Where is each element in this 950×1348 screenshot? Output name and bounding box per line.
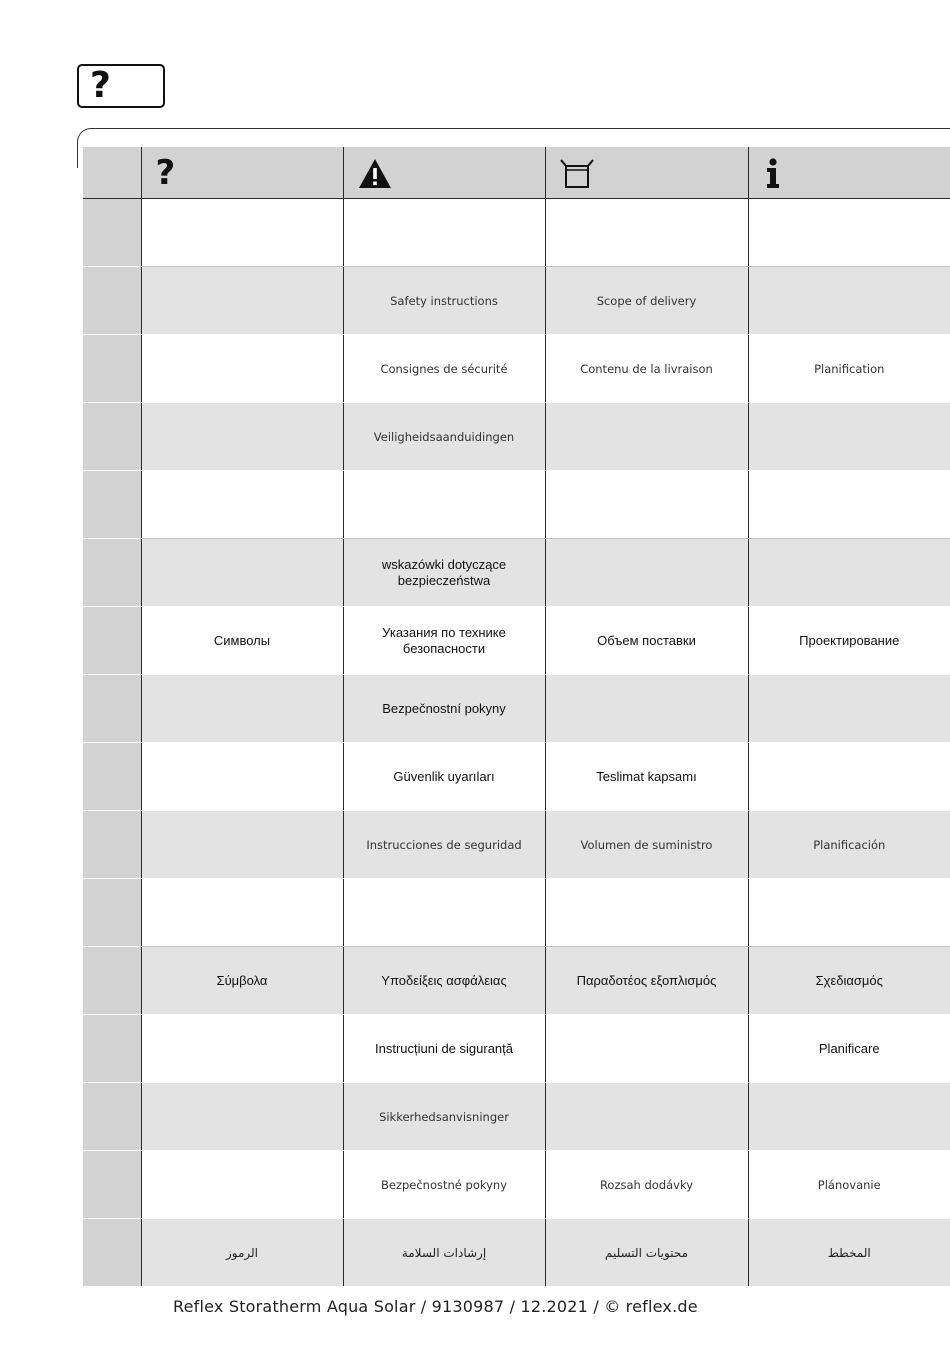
table-cell-c3 (545, 879, 748, 947)
table-cell-c2 (343, 879, 545, 947)
table-cell-c2 (343, 471, 545, 539)
question-mark-icon: ? (90, 65, 111, 106)
table-cell-c4 (748, 743, 950, 811)
table-cell-c1 (141, 335, 343, 403)
table-cell-c3 (545, 1015, 748, 1083)
table-row (83, 403, 950, 471)
table-row (83, 947, 950, 1015)
cell-text: Символы (213, 632, 271, 648)
table-cell-c4 (748, 1151, 950, 1219)
row-lang-cell (83, 879, 141, 947)
table-cell-c4 (748, 539, 950, 607)
cell-text: Plánovanie (817, 1177, 881, 1192)
table-row (83, 471, 950, 539)
cell-text: Planification (814, 361, 885, 376)
table-cell-c1 (141, 1015, 343, 1083)
row-lang-cell (83, 471, 141, 539)
table-cell-c2 (343, 675, 545, 743)
cell-text: محتويات التسليم (605, 1245, 688, 1260)
table-cell-c3 (545, 1151, 748, 1219)
row-lang-cell (83, 1083, 141, 1151)
warning-triangle-icon (358, 157, 392, 189)
row-lang-cell (83, 403, 141, 471)
cell-text: Bezpečnostné pokyny (380, 1177, 508, 1192)
table-row (83, 607, 950, 675)
table-cell-c1 (141, 1219, 343, 1287)
table-cell-c2 (343, 267, 545, 335)
table-row (83, 743, 950, 811)
table-cell-c4 (748, 811, 950, 879)
cell-text: Contenu de la livraison (580, 361, 713, 376)
table-cell-c4 (748, 1219, 950, 1287)
cell-text: Instrucțiuni de siguranță (374, 1040, 514, 1056)
question-mark-icon: ? (155, 152, 176, 193)
cell-text: Υποδείξεις ασφάλειας (381, 972, 507, 988)
cell-text: Rozsah dodávky (599, 1177, 694, 1192)
cell-text: Safety instructions (390, 293, 498, 308)
cell-text: Planificare (818, 1040, 880, 1056)
row-lang-cell (83, 1015, 141, 1083)
cell-text: Проектирование (799, 632, 900, 648)
table-row (83, 199, 950, 267)
table-cell-c2 (343, 811, 545, 879)
table-row (83, 1015, 950, 1083)
table-cell-c4 (748, 335, 950, 403)
table-cell-c1 (141, 267, 343, 335)
row-lang-cell (83, 335, 141, 403)
box-icon (560, 157, 594, 189)
table-cell-c1 (141, 539, 343, 607)
table-cell-c3 (545, 199, 748, 267)
table-row (83, 267, 950, 335)
row-lang-cell (83, 539, 141, 607)
table-cell-c4 (748, 675, 950, 743)
cell-text: Bezpečnostní pokyny (382, 700, 506, 716)
table-cell-c3 (545, 811, 748, 879)
cell-text: Teslimat kapsamı (596, 768, 697, 784)
table-cell-c1 (141, 1083, 343, 1151)
table-cell-c3 (545, 743, 748, 811)
table-cell-c4 (748, 471, 950, 539)
table-cell-c3 (545, 471, 748, 539)
table-cell-c3 (545, 947, 748, 1015)
table-row (83, 675, 950, 743)
cell-text: الرموز (225, 1245, 259, 1260)
table-cell-c1 (141, 879, 343, 947)
translation-table (83, 147, 950, 1287)
row-lang-cell (83, 267, 141, 335)
table-cell-c2 (343, 539, 545, 607)
row-lang-cell (83, 1151, 141, 1219)
row-lang-cell (83, 743, 141, 811)
table-cell-c2 (343, 743, 545, 811)
table-row (83, 811, 950, 879)
table-cell-c3 (545, 335, 748, 403)
table-cell-c2 (343, 1015, 545, 1083)
row-lang-cell (83, 947, 141, 1015)
table-cell-c2 (343, 607, 545, 675)
cell-text: Scope of delivery (596, 293, 697, 308)
table-row (83, 879, 950, 947)
table-cell-c1 (141, 947, 343, 1015)
table-cell-c2 (343, 335, 545, 403)
table-row (83, 335, 950, 403)
table-row (83, 1219, 950, 1287)
table-cell-c1 (141, 743, 343, 811)
cell-text: Объем поставки (597, 632, 696, 648)
cell-text: Volumen de suministro (580, 837, 713, 852)
info-icon (763, 157, 783, 189)
table-row (83, 1151, 950, 1219)
cell-text: Güvenlik uyarıları (393, 768, 495, 784)
table-cell-c4 (748, 947, 950, 1015)
header-safety-cell (343, 147, 545, 199)
table-cell-c4 (748, 267, 950, 335)
table-row (83, 539, 950, 607)
cell-text: Sikkerhedsanvisninger (379, 1109, 509, 1124)
table-cell-c2 (343, 1083, 545, 1151)
table-cell-c4 (748, 1083, 950, 1151)
cell-text: Παραδοτέος εξοπλισμός (576, 972, 717, 988)
table-cell-c1 (141, 1151, 343, 1219)
table-cell-c2 (343, 947, 545, 1015)
section-question-box (77, 64, 165, 108)
table-cell-c2 (343, 1219, 545, 1287)
table-cell-c3 (545, 1083, 748, 1151)
row-lang-cell (83, 607, 141, 675)
table-row (83, 1083, 950, 1151)
header-planning-cell (748, 147, 950, 199)
cell-text: Veiligheidsaanduidingen (373, 429, 515, 444)
header-delivery-cell (545, 147, 748, 199)
table-cell-c1 (141, 675, 343, 743)
row-lang-cell (83, 199, 141, 267)
table-header-row (83, 147, 950, 199)
table-cell-c1 (141, 199, 343, 267)
table-cell-c1 (141, 403, 343, 471)
header-lang-cell (83, 147, 141, 199)
table-cell-c4 (748, 1015, 950, 1083)
table-cell-c2 (343, 1151, 545, 1219)
table-cell-c2 (343, 199, 545, 267)
table-cell-c2 (343, 403, 545, 471)
table-cell-c1 (141, 811, 343, 879)
row-lang-cell (83, 811, 141, 879)
cell-text: إرشادات السلامة (401, 1245, 487, 1260)
table-cell-c3 (545, 267, 748, 335)
cell-text: المخطط (827, 1245, 871, 1260)
cell-text: Σχεδιασμός (815, 972, 883, 988)
row-lang-cell (83, 1219, 141, 1287)
cell-text: wskazówki dotyczące bezpieczeństwa (381, 556, 507, 588)
table-cell-c4 (748, 879, 950, 947)
header-symbols-cell (141, 147, 343, 199)
cell-text: Σύμβολα (216, 972, 268, 988)
table-cell-c3 (545, 607, 748, 675)
row-lang-cell (83, 675, 141, 743)
table-cell-c3 (545, 403, 748, 471)
cell-text: Planificación (813, 837, 886, 852)
table-cell-c1 (141, 607, 343, 675)
cell-text: Instrucciones de seguridad (366, 837, 522, 852)
table-cell-c4 (748, 199, 950, 267)
table-cell-c3 (545, 675, 748, 743)
cell-text: Consignes de sécurité (380, 361, 508, 376)
table-cell-c3 (545, 539, 748, 607)
table-cell-c4 (748, 607, 950, 675)
table-cell-c3 (545, 1219, 748, 1287)
table-cell-c4 (748, 403, 950, 471)
table-cell-c1 (141, 471, 343, 539)
page-footer: Reflex Storatherm Aqua Solar / 9130987 / 12.2021 / © reflex.de (173, 1297, 698, 1316)
cell-text: Указания по технике безопасности (382, 624, 506, 656)
